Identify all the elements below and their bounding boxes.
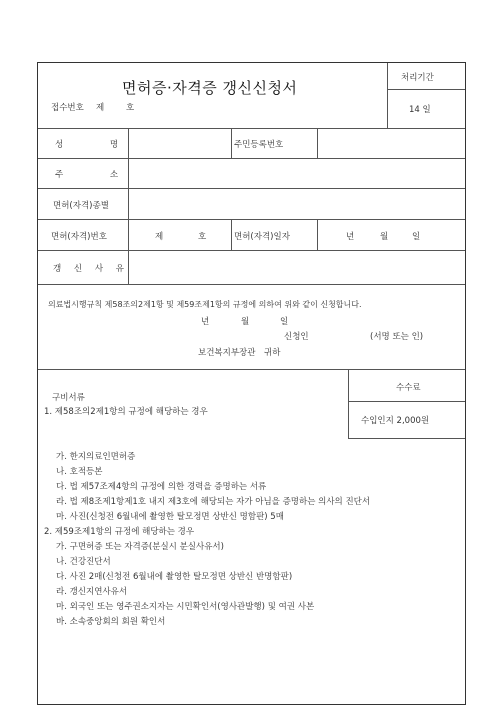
recipient-label: 보건복지부장관	[198, 348, 256, 358]
doc2-item-e: 마. 외국인 또는 영주권소지자는 시민확인서(영사관발행) 및 여권 사본	[56, 602, 315, 612]
processing-period-label: 처리기간	[401, 73, 434, 83]
license-date-label: 면허(자격)일자	[234, 232, 290, 242]
receipt-ho: 호	[126, 103, 135, 113]
declaration-day: 일	[280, 317, 289, 327]
processing-divider	[387, 63, 388, 128]
license-number-ho: 호	[198, 232, 207, 242]
processing-inner-line	[387, 89, 465, 90]
name-label: 성 명	[55, 140, 141, 150]
declaration-text: 의료법시행규칙 제58조의2제1항 및 제59조제1항의 규정에 의하여 위와 같이 신청합니다.	[48, 300, 362, 309]
signature-note: (서명 또는 인)	[370, 332, 424, 342]
address-label: 주 소	[55, 170, 141, 180]
form-title: 면허증·자격증 갱신신청서	[122, 79, 298, 97]
applicant-label: 신청인	[284, 332, 309, 342]
documents-section-2: 2. 제59조제1항의 규정에 해당하는 경우	[44, 527, 195, 537]
documents-section-1: 1. 제58조의2제1항의 규정에 해당하는 경우	[44, 407, 208, 417]
fee-value: 수입인지 2,000원	[361, 416, 430, 426]
declaration-year: 년	[201, 317, 210, 327]
doc2-item-a: 가. 구면허증 또는 자격증(분실시 분실사유서)	[56, 542, 224, 552]
recipient-honorific: 귀하	[264, 348, 281, 358]
application-form	[37, 62, 466, 705]
doc1-item-d: 라. 법 제8조제1항제1호 내지 제3호에 해당되는 자가 아님을 증명하는 의사의 진단서	[56, 497, 371, 507]
name-input[interactable]	[129, 129, 230, 157]
doc2-item-b: 나. 건강진단서	[56, 557, 111, 567]
license-number-je: 제	[155, 232, 164, 242]
renewal-reason-label: 갱 신 사 유	[53, 264, 129, 274]
license-type-input[interactable]	[129, 189, 464, 218]
renewal-reason-input[interactable]	[129, 251, 464, 283]
resident-number-input[interactable]	[318, 129, 464, 157]
receipt-je: 제	[96, 103, 105, 113]
processing-period-value: 14 일	[409, 105, 431, 115]
doc1-item-b: 나. 호적등본	[56, 467, 103, 477]
resident-number-label: 주민등록번호	[234, 140, 284, 150]
doc2-item-d: 라. 갱신지연사유서	[56, 587, 128, 597]
doc1-item-c: 다. 법 제57조제4항의 규정에 의한 경력을 증명하는 서류	[56, 482, 267, 492]
license-number-label: 면허(자격)번호	[51, 232, 107, 242]
receipt-number-label: 접수번호	[51, 103, 84, 113]
license-type-label: 면허(자격)종별	[53, 201, 109, 211]
doc2-item-c: 다. 사진 2매(신청전 6월내에 촬영한 탈모정면 상반신 반명함판)	[56, 572, 293, 582]
documents-heading: 구비서류	[52, 393, 85, 403]
license-date-day: 일	[412, 232, 421, 242]
declaration-month: 월	[241, 317, 250, 327]
doc1-item-a: 가. 한지의료인면허증	[56, 452, 136, 462]
doc1-item-e: 마. 사진(신청전 6월내에 촬영한 탈모정면 상반신 명함판) 5매	[56, 512, 284, 522]
fee-label: 수수료	[396, 383, 421, 393]
doc2-item-f: 바. 소속중앙회의 회원 확인서	[56, 617, 166, 627]
address-input[interactable]	[129, 159, 464, 187]
license-date-year: 년	[346, 232, 355, 242]
license-date-month: 월	[380, 232, 389, 242]
